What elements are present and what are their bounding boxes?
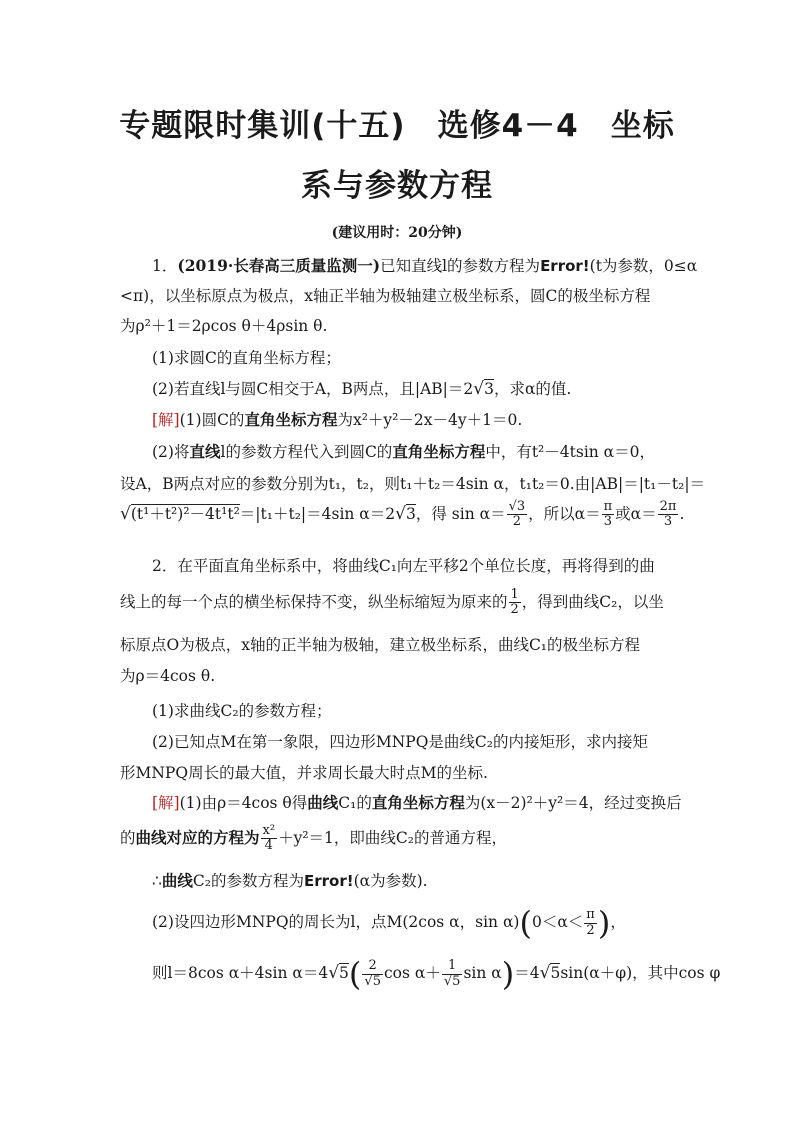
problem2-line3: 标原点O为极点，x轴的正半轴为极轴，建立极坐标系，曲线C₁的极坐标方程 — [120, 636, 641, 654]
problem2-solution-line2: 的曲线对应的方程为 $\frac{\text{x²}}{4}$ ＋y²＝1，即曲线C₂的普通方程， — [120, 823, 507, 854]
error-placeholder: Error! — [303, 872, 354, 890]
fraction-1-over-sqrt5: $\frac{1}{√5}$ — [443, 958, 461, 989]
problem2-line1: 2．在平面直角坐标系中，将曲线C₁向左平移2个单位长度，再将得到的曲 — [152, 557, 655, 575]
problem1-question1: (1)求圆C的直角坐标方程； — [152, 349, 341, 367]
problem2-line4: 为ρ＝4cos θ. — [120, 667, 216, 685]
problem2-question2-line1: (2)已知点M在第一象限，四边形MNPQ是曲线C₂的内接矩形，求内接矩 — [152, 733, 648, 751]
solution-label: [解] — [152, 794, 180, 812]
suggested-time: (建议用时：20分钟) — [331, 225, 463, 241]
problem2-question2-line2: 形MNPQ周长的最大值，并求周长最大时点M的坐标. — [120, 764, 488, 782]
problem1-solution-line1: [解](1)圆C的直角坐标方程为x²＋y²－2x－4y＋1＝0. — [152, 410, 523, 429]
problem1-solution-line3: 设A，B两点对应的参数分别为t₁，t₂，则t₁＋t₂＝4sin α，t₁t₂＝0.由|AB|＝|t₁－t₂|＝ — [120, 475, 706, 493]
page-title-line2: 系与参数方程 — [301, 168, 493, 204]
problem2-solution-line1: [解](1)由ρ＝4cos θ得曲线C₁的直角坐标方程为(x－2)²＋y²＝4，经过变换后 — [152, 793, 682, 812]
problem1-solution-line4: √(t¹＋t²)²－4t¹t²＝|t₁＋t₂|＝4sin α＝2√3，得 sin α＝ $\frac{√3}{2}$ ，所以α＝ $\frac{\pi}{3}$ 或α＝ $\frac{2\pi}{3}$ . — [120, 499, 685, 530]
fraction-pi-over-3: $\frac{\pi}{3}$ — [603, 499, 613, 530]
problem2-question1: (1)求曲线C₂的参数方程； — [152, 702, 332, 720]
problem2-solution-line3: ∴曲线C₂的参数方程为Error!(α为参数). — [152, 871, 428, 890]
fraction-sqrt3-over-2: $\frac{√3}{2}$ — [508, 499, 526, 530]
problem2-line2: 线上的每一个点的横坐标保持不变，纵坐标缩短为原来的 $\frac{1}{2}$ ，得到曲线C₂，以坐 — [120, 587, 664, 618]
problem1-line1: 1．(2019·长春高三质量监测一)已知直线l的参数方程为Error!(t为参数，0≤α — [152, 256, 698, 275]
fraction-one-half: $\frac{1}{2}$ — [510, 587, 519, 618]
problem2-solution-line5: 则l＝8cos α＋4sin α＝4√5( $\frac{2}{√5}$ cos α＋ $\frac{1}{√5}$ sin α)＝4√5sin(α＋φ)，其中cos φ — [152, 955, 721, 993]
fraction-x2-over-4: $\frac{\text{x²}}{4}$ — [262, 823, 276, 854]
fraction-2pi-over-3: $\frac{2\pi}{3}$ — [659, 499, 677, 530]
fraction-2-over-sqrt5: $\frac{2}{√5}$ — [364, 958, 381, 989]
error-placeholder: Error! — [540, 257, 590, 275]
problem1-line2: <π)，以坐标原点为极点，x轴正半轴为极轴建立极坐标系，圆C的极坐标方程 — [120, 287, 651, 305]
sqrt-symbol: √ — [473, 379, 485, 399]
problem1-question2: (2)若直线l与圆C相交于A，B两点，且|AB|＝2√3，求α的值. — [152, 379, 572, 399]
problem1-line3: 为ρ²＋1＝2ρcos θ＋4ρsin θ. — [120, 317, 328, 335]
solution-label: [解] — [152, 411, 180, 429]
problem2-solution-line4: (2)设四边形MNPQ的周长为l，点M(2cos α，sin α)(0＜α＜ $\frac{\pi}{2}$ )， — [152, 904, 626, 942]
problem1-source: (2019·长春高三质量监测一) — [177, 256, 381, 275]
page-title-line1: 专题限时集训(十五) 选修4－4 坐标 — [119, 108, 675, 144]
problem1-solution-line2: (2)将直线l的参数方程代入到圆C的直角坐标方程中，有t²－4tsin α＝0， — [152, 442, 656, 461]
fraction-pi-over-2: $\frac{\pi}{2}$ — [586, 907, 595, 938]
